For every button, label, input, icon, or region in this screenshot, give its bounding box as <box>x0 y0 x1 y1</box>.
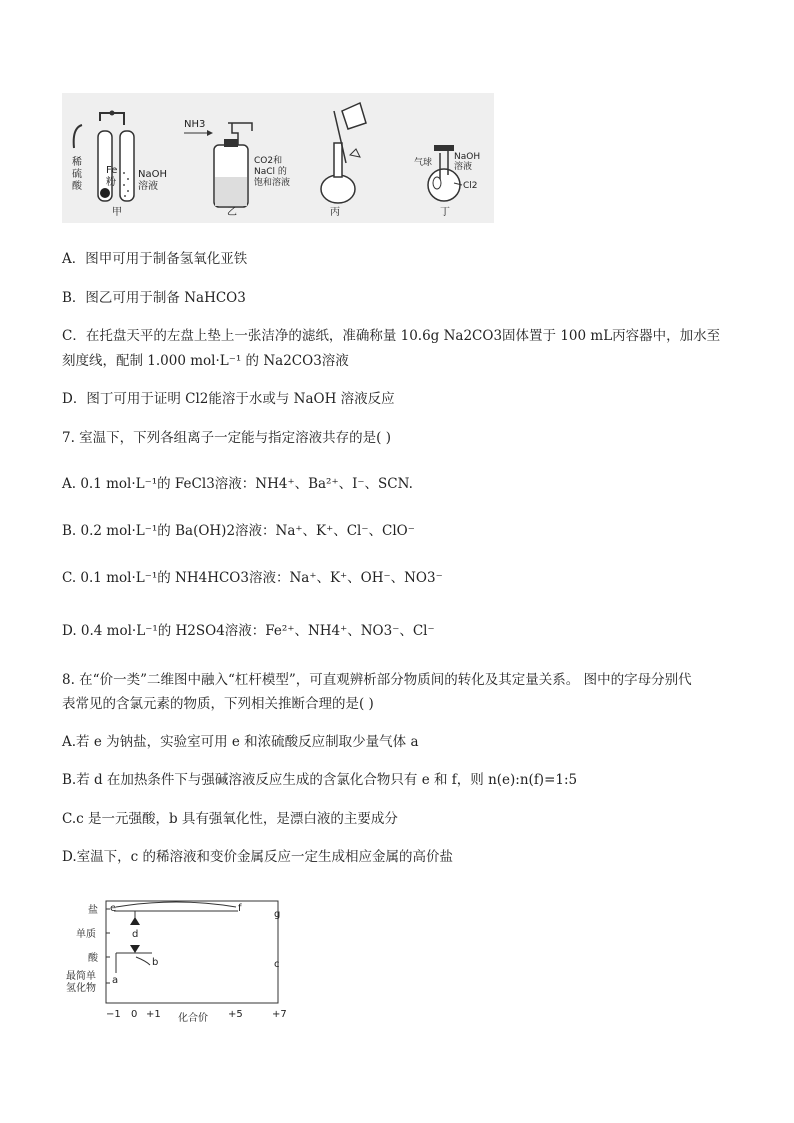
y-label-acid: 酸 <box>88 953 98 964</box>
q7-option-a: A. 0.1 mol·L⁻¹的 FeCl3溶液：NH4⁺、Ba²⁺、I⁻、SCN. <box>62 476 413 492</box>
x-axis-title: 化合价 <box>178 1013 208 1024</box>
q8-stem-line1: 8. 在“价一类”二维图中融入“杠杆模型”，可直观辨析部分物质间的转化及其定量关系。 图中的字母分别代 <box>62 672 692 688</box>
point-b: b <box>152 957 159 968</box>
fulcrum-d <box>130 917 140 925</box>
jia-caption: 甲 <box>112 207 122 218</box>
q7-option-d: D. 0.4 mol·L⁻¹的 H2SO4溶液：Fe²⁺、NH4⁺、NO3⁻、Cl⁻ <box>62 623 435 639</box>
fe-powder <box>100 188 110 198</box>
point-d: d <box>132 929 139 940</box>
jia-label-fe-1: Fe <box>106 165 118 176</box>
apparatus-figure <box>62 93 494 223</box>
apparatus-bing <box>321 103 366 218</box>
apparatus-drawing <box>62 93 494 223</box>
ding-caption: 丁 <box>440 207 450 218</box>
point-f: f <box>238 903 242 914</box>
x-tick-pos5: +5 <box>228 1009 243 1020</box>
point-e: e <box>110 903 117 914</box>
jia-label-left-2: 硫 <box>72 169 82 180</box>
apparatus-ding <box>414 145 480 218</box>
x-tick-pos1: +1 <box>146 1009 161 1020</box>
point-a: a <box>112 975 119 986</box>
x-tick-neg1: −1 <box>106 1009 121 1020</box>
yi-label-sol-3: 饱和溶液 <box>254 178 291 188</box>
jia-label-left-1: 稀 <box>72 157 82 168</box>
arc-ef <box>116 902 236 907</box>
q6-option-a: A．图甲可用于制备氢氧化亚铁 <box>62 251 248 267</box>
ding-label-balloon: 气球 <box>414 158 433 168</box>
graph-frame <box>106 901 281 1003</box>
q8-option-c: C.c 是一元强酸，b 具有强氧化性，是漂白液的主要成分 <box>62 811 398 827</box>
x-tick-pos7: +7 <box>272 1009 287 1020</box>
point-c: c <box>274 959 280 970</box>
q6-option-c-line1: C．在托盘天平的左盘上垫上一张洁净的滤纸，准确称量 10.6g Na2CO3固体置于 100 mL丙容器中，加水至 <box>62 328 721 344</box>
q8-stem-line2: 表常见的含氯元素的物质，下列相关推断合理的是( ) <box>62 696 374 712</box>
q8-option-b: B.若 d 在加热条件下与强碱溶液反应生成的含氯化合物只有 e 和 f，则 n(e):n(f)=1:5 <box>62 772 578 788</box>
q7-option-c: C. 0.1 mol·L⁻¹的 NH4HCO3溶液：Na⁺、K⁺、OH⁻、NO3⁻ <box>62 570 443 586</box>
x-tick-0: 0 <box>131 1009 138 1020</box>
ding-label-naoh-1: NaOH <box>454 152 481 162</box>
clamp-icon <box>110 111 115 116</box>
valence-class-graph <box>60 895 300 1025</box>
y-label-salt: 盐 <box>88 905 98 916</box>
funnel-tube <box>74 125 82 148</box>
point-g: g <box>274 909 281 920</box>
beaker <box>342 103 366 129</box>
yi-label-sol-2: NaCl 的 <box>254 167 287 177</box>
apparatus-jia <box>72 111 167 219</box>
q8-option-d: D.室温下，c 的稀溶液和变价金属反应一定生成相应金属的高价盐 <box>62 849 453 865</box>
fulcrum-ab <box>130 945 140 953</box>
volumetric-flask <box>321 175 355 203</box>
jia-label-fe-2: 粉 <box>106 177 116 188</box>
q7-option-b: B. 0.2 mol·L⁻¹的 Ba(OH)2溶液：Na⁺、K⁺、Cl⁻、ClO⁻ <box>62 523 415 539</box>
q7-stem: 7. 室温下，下列各组离子一定能与指定溶液共存的是( ) <box>62 430 391 446</box>
y-label-hydride-2: 氢化物 <box>66 983 96 994</box>
jia-label-naoh-2: 溶液 <box>138 181 158 192</box>
jia-label-left-3: 酸 <box>72 181 82 192</box>
yi-label-nh3: NH3 <box>184 119 206 130</box>
q6-option-d: D．图丁可用于证明 Cl2能溶于水或与 NaOH 溶液反应 <box>62 391 395 407</box>
q6-option-c-line2: 刻度线，配制 1.000 mol·L⁻¹ 的 Na2CO3溶液 <box>62 353 349 369</box>
y-label-hydride-1: 最简单 <box>66 971 96 982</box>
yi-caption: 乙 <box>227 207 237 218</box>
yi-label-sol-1: CO2和 <box>254 156 283 166</box>
test-tube-right <box>120 131 134 201</box>
balloon-icon <box>433 177 441 189</box>
apparatus-yi <box>184 119 290 218</box>
ding-label-naoh-2: 溶液 <box>454 162 473 172</box>
bing-caption: 丙 <box>330 207 340 218</box>
ding-label-cl2: Cl2 <box>463 181 478 191</box>
q8-option-a: A.若 e 为钠盐，实验室可用 e 和浓硫酸反应制取少量气体 a <box>62 734 419 750</box>
jia-label-naoh-1: NaOH <box>138 169 167 180</box>
y-label-element: 单质 <box>76 929 96 940</box>
q6-option-b: B．图乙可用于制备 NaHCO3 <box>62 290 246 306</box>
